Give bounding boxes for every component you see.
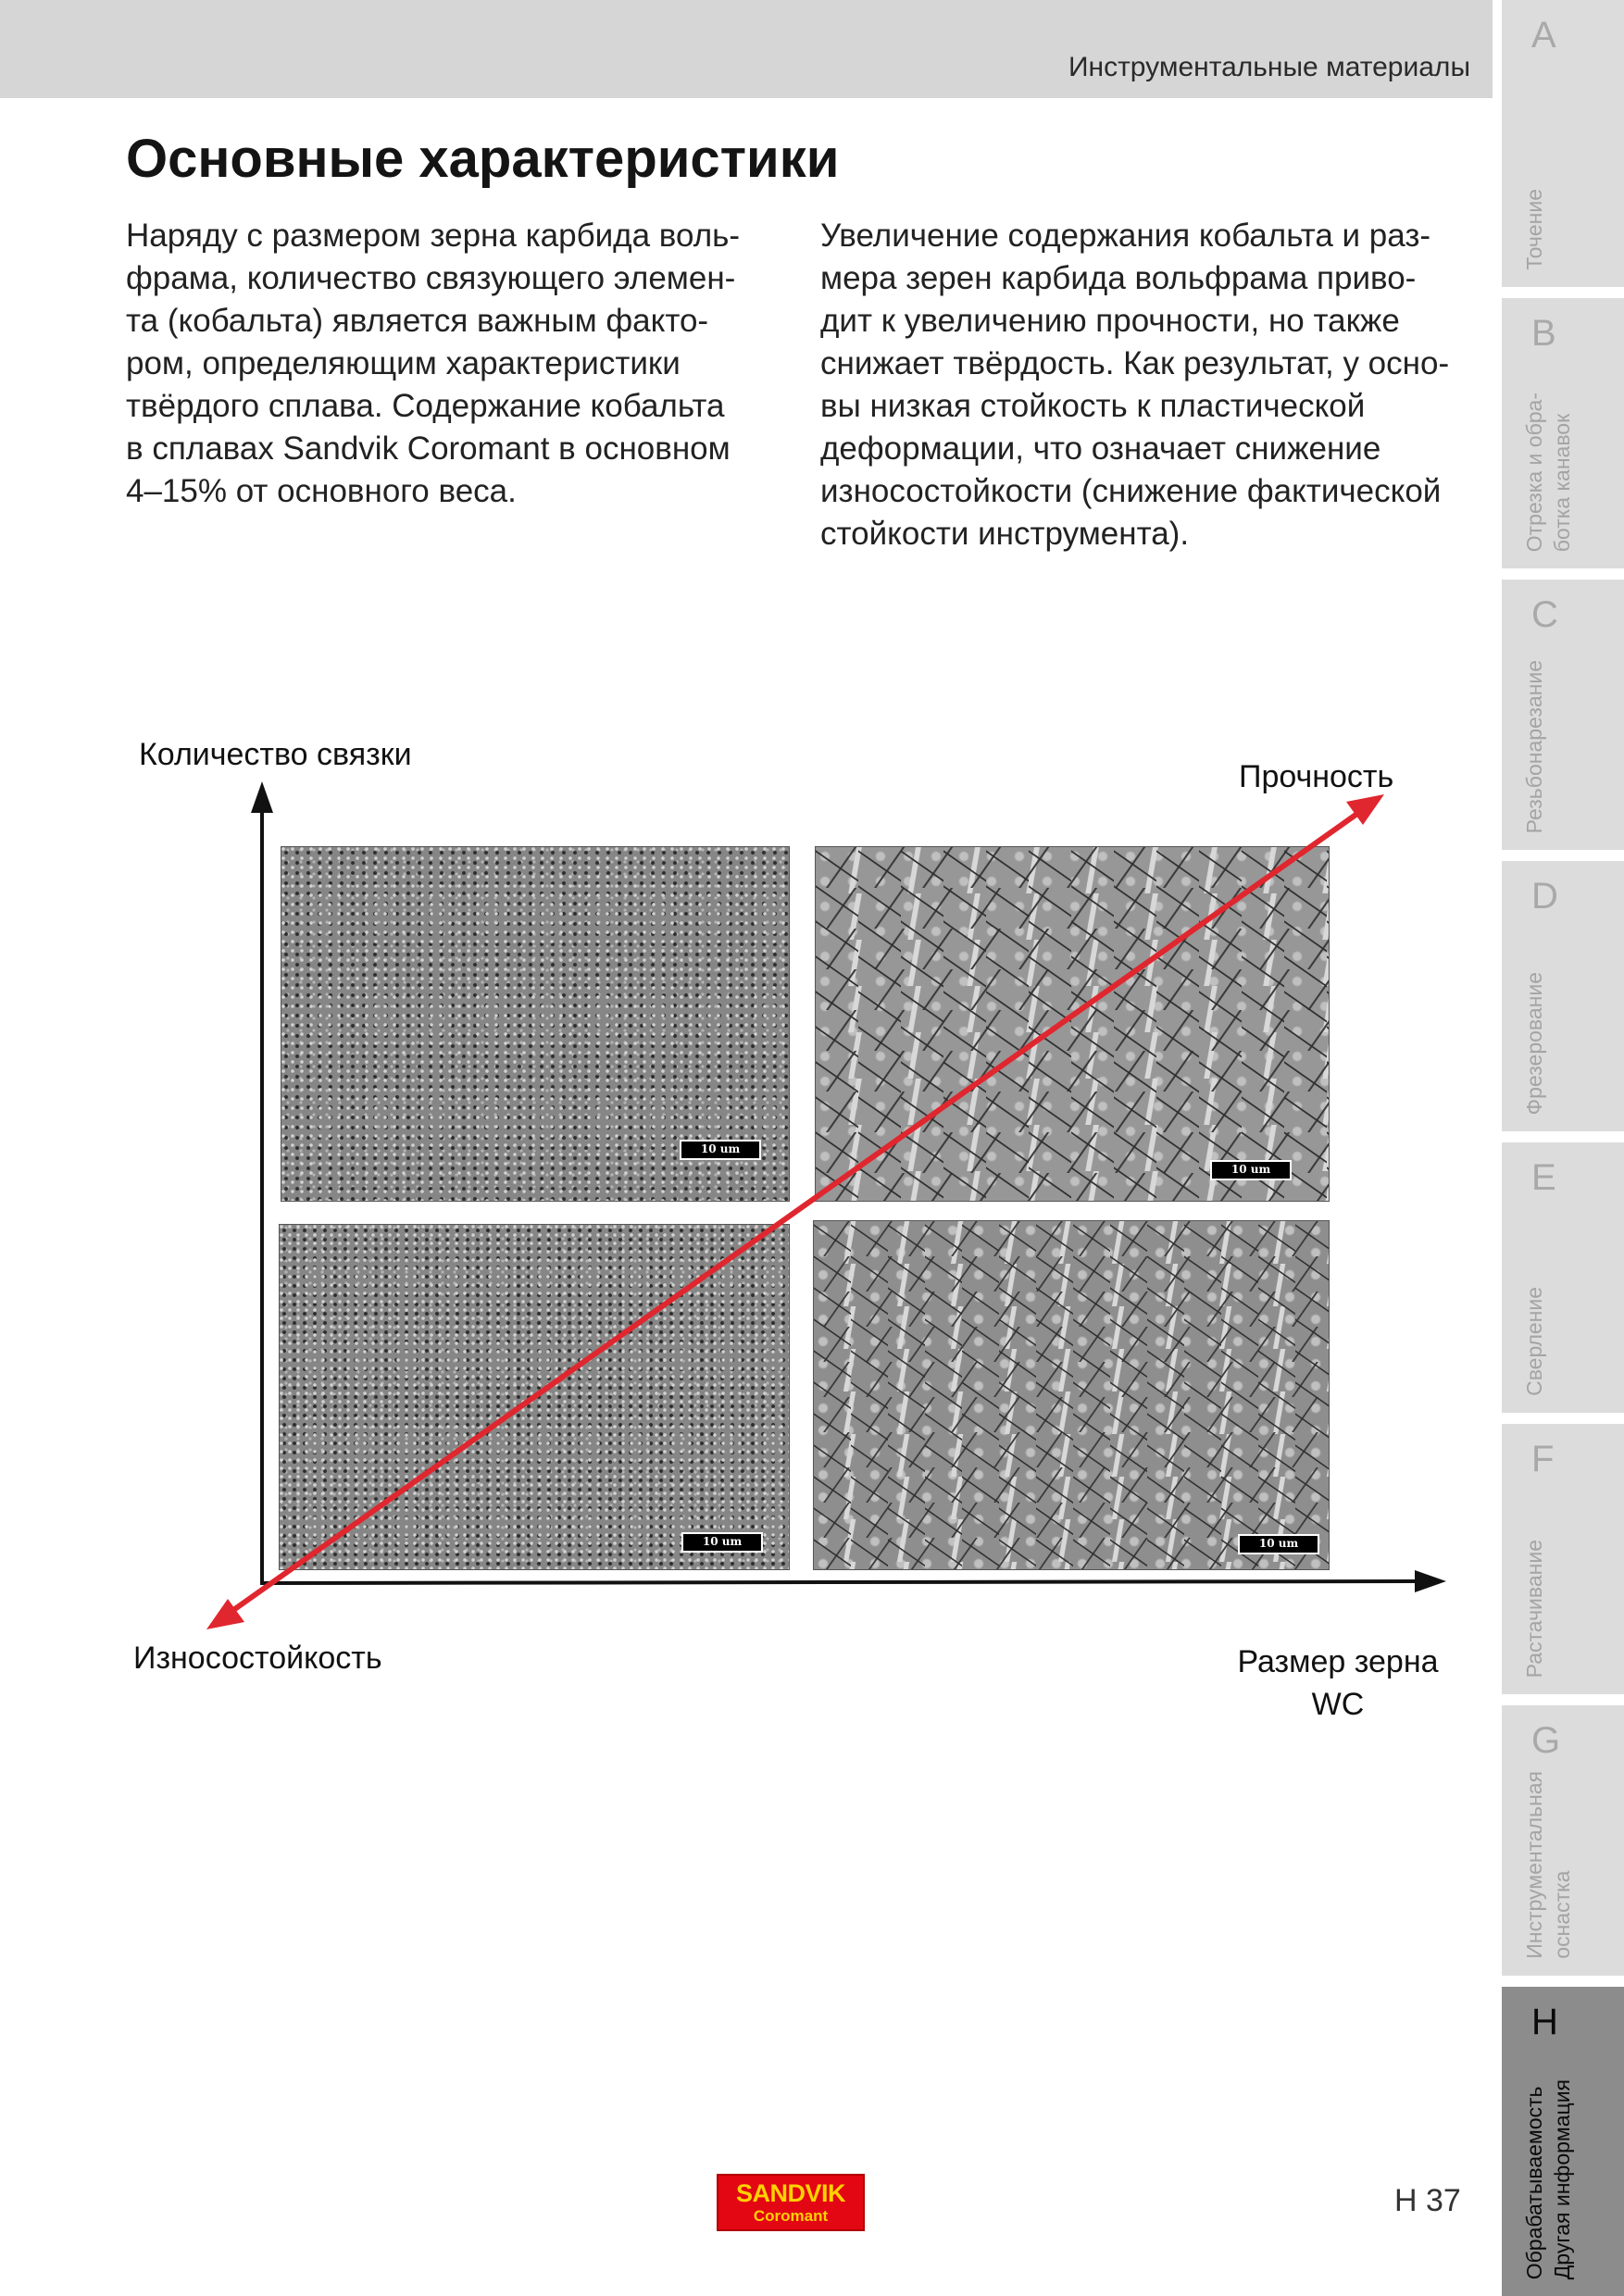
grain-binder-diagram	[0, 704, 1493, 1759]
tab-b[interactable]	[1502, 298, 1624, 568]
tab-label: Отрезка и обра- ботка канавок	[1522, 392, 1574, 552]
tab-label: Сверление	[1522, 1287, 1546, 1396]
tab-g[interactable]	[1502, 1705, 1624, 1976]
tab-letter: G	[1531, 1720, 1561, 1761]
left-paragraph: Наряду с размером зерна карбида воль- фрама, количество связующего элемен- та (кобальта) является важным факто- ром, определяющим характеристики твёрдого сплава. Содержание кобальта в сплавах Sandvik Coromant в основном 4–15% от основного веса.	[126, 218, 741, 509]
tab-label: Растачивание	[1522, 1539, 1546, 1678]
tab-letter: C	[1531, 594, 1558, 635]
logo-text: SANDVIK	[735, 2179, 845, 2207]
tab-label: Инструментальная оснастка	[1522, 1771, 1574, 1959]
scale-bar: 10 um	[681, 1532, 763, 1553]
page-number: H 37	[1394, 2183, 1461, 2218]
tab-c[interactable]	[1502, 580, 1624, 850]
right-paragraph: Увеличение содержания кобальта и раз- мера зерен карбида вольфрама приво- дит к увеличению прочности, но также снижает твёрдость. Как результат, у осно- вы низкая стойкость к пластической деформации, что означает снижение износостойкости (снижение фактической стойкости инструмента).	[820, 218, 1450, 552]
tab-letter: B	[1531, 313, 1556, 354]
tab-f[interactable]	[1502, 1424, 1624, 1694]
sidebar-tabs	[1502, 0, 1624, 2296]
x-axis-line	[262, 1581, 1426, 1583]
tab-label: Обрабатываемость Другая информация	[1522, 2078, 1574, 2279]
strength-label: Прочность	[1239, 759, 1394, 794]
strength-arrow-line	[230, 811, 1361, 1613]
tab-label: Точение	[1522, 189, 1546, 270]
sandvik-logo	[717, 2174, 865, 2231]
x-axis-arrowhead	[1415, 1570, 1446, 1592]
tab-label: Фрезерование	[1522, 971, 1546, 1115]
tab-e[interactable]	[1502, 1142, 1624, 1413]
tab-h[interactable]	[1502, 1987, 1624, 2296]
tab-label: Резьбонарезание	[1522, 659, 1546, 833]
tab-letter: E	[1531, 1157, 1556, 1198]
y-axis-arrowhead	[251, 781, 273, 813]
wear-resistance-label: Износостойкость	[133, 1641, 382, 1676]
tab-letter: D	[1531, 876, 1558, 917]
tab-a[interactable]	[1502, 0, 1624, 287]
tab-letter: A	[1531, 15, 1556, 56]
scale-bar: 10 um	[680, 1140, 761, 1160]
section-title: Инструментальные материалы	[1068, 52, 1470, 82]
header-bar	[0, 0, 1493, 98]
tab-d[interactable]	[1502, 861, 1624, 1131]
scale-bar: 10 um	[1238, 1534, 1319, 1554]
x-axis-label: Размер зерна WC	[1237, 1644, 1439, 1722]
page-title: Основные характеристики	[126, 129, 840, 189]
axes-and-arrow	[0, 704, 1493, 1759]
tab-letter: F	[1531, 1439, 1555, 1479]
y-axis-label: Количество связки	[139, 737, 412, 772]
tab-letter: H	[1531, 2002, 1558, 2042]
scale-bar: 10 um	[1210, 1160, 1292, 1180]
logo-subtext: Coromant	[753, 2207, 829, 2225]
